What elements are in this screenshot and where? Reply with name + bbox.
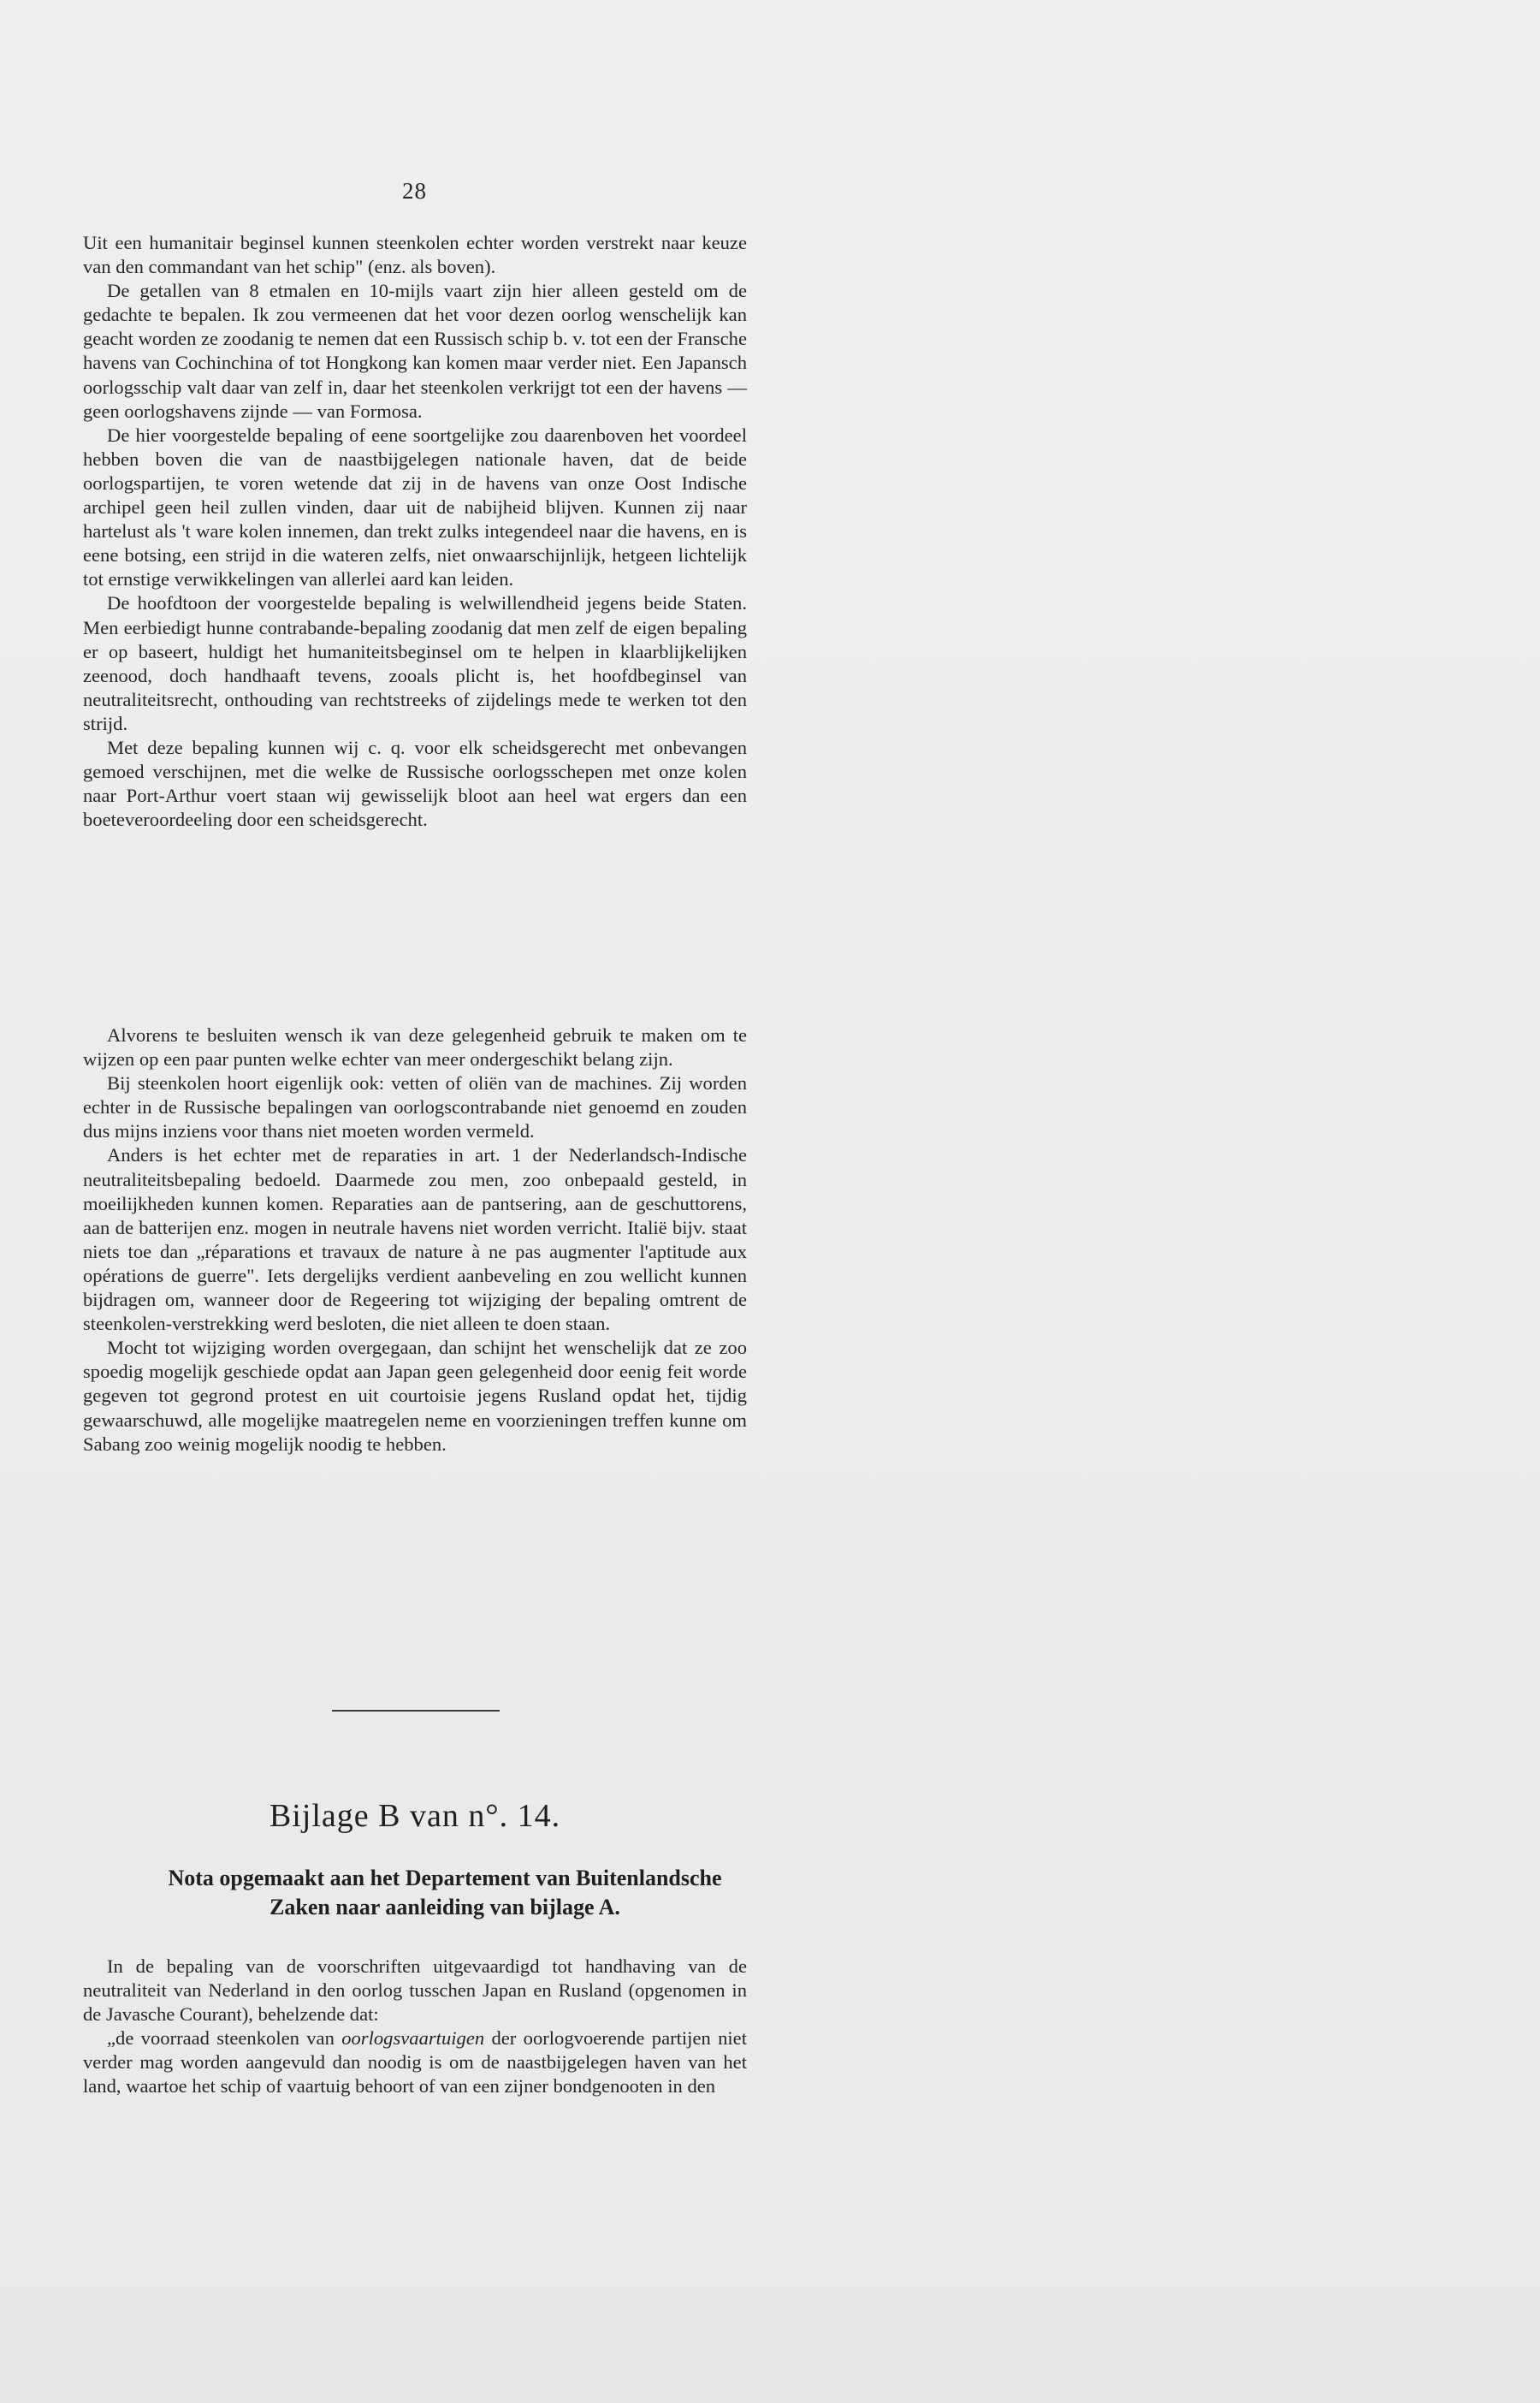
quote-emphasis: oorlogsvaartuigen bbox=[341, 2027, 485, 2050]
quoted-regulation bbox=[83, 2026, 747, 2098]
paragraph: Uit een humanitair beginsel kunnen steenkolen echter worden verstrekt naar keuze van den commandant van het schip" (enz. als boven). bbox=[83, 232, 747, 278]
paragraph: In de bepaling van de voorschriften uitgevaardigd tot handhaving van de neutraliteit van Nederland in den oorlog tusschen Japan en Rusland (opgenomen in de Javasche Courant), behelzende dat: bbox=[83, 1955, 747, 2026]
paragraph: Bij steenkolen hoort eigenlijk ook: vetten of oliën van de machines. Zij worden echter in de Russische bepalingen van oorlogscontrabande niet genoemd en zouden dus mijns inziens voor thans niet moeten worden vermeld. bbox=[83, 1072, 747, 1142]
section-divider bbox=[332, 1710, 500, 1712]
quote-end: der oorlogvoerende partijen niet verder mag worden aangevuld dan noodig is om de naastbijgelegen haven van het land, waartoe het schip of vaartuig behoort of van een zijner bondgenooten in den bbox=[83, 2027, 747, 2097]
paragraph: De hoofdtoon der voorgestelde bepaling is welwillendheid jegens beide Staten. Men eerbiedigt hunne contrabande-bepaling zoodanig dat men zelf de eigen bepaling er op baseert, huldigt het humaniteitsbeginsel om te helpen in klaarblijkelijken zeenood, doch handhaaft tevens, zooals plicht is, het hoofdbeginsel van neutraliteitsrecht, onthouding van rechtstreeks of zijdelings mede te werken tot den strijd. bbox=[83, 592, 747, 734]
appendix-text bbox=[83, 1955, 747, 2099]
note-heading: Nota opgemaakt aan het Departement van Buitenlandsche Zaken naar aanleiding van bijlage A. bbox=[168, 1866, 722, 1919]
paragraph: De getallen van 8 etmalen en 10-mijls vaart zijn hier alleen gesteld om de gedachte te bepalen. Ik zou vermeenen dat het voor dezen oorlog wenschelijk kan geacht worden ze zoodanig te nemen dat een Russisch schip b. v. tot een der Fransche havens van Cochinchina of tot Hongkong kan komen maar verder niet. Een Japansch oorlogsschip valt daar van zelf in, daar het steenkolen verkrijgt tot een der havens — geen oorlogshavens zijnde — van Formosa. bbox=[83, 280, 747, 422]
paragraph: Met deze bepaling kunnen wij c. q. voor elk scheidsgerecht met onbevangen gemoed verschijnen, met die welke de Russische oorlogsschepen met onze kolen naar Port-Arthur voert staan wij gewisselijk bloot aan heel wat ergers dan een boeteveroordeeling door een scheidsgerecht. bbox=[83, 736, 747, 831]
page-number: 28 bbox=[402, 178, 427, 204]
paragraph: Mocht tot wijziging worden overgegaan, dan schijnt het wenschelijk dat ze zoo spoedig mogelijk geschiede opdat aan Japan geen gelegenheid door eenig feit worde gegeven tot gegrond protest en uit courtoisie jegens Rusland opdat het, tijdig gewaarschuwd, alle mogelijke maatregelen neme en voorzieningen treffen kunne om Sabang zoo weinig mogelijk noodig te hebben. bbox=[83, 1337, 747, 1455]
paragraph: De hier voorgestelde bepaling of eene soortgelijke zou daarenboven het voordeel hebben boven die van de naastbijgelegen nationale haven, dat de beide oorlogspartijen, te voren wetende dat zij in de havens van onze Oost Indische archipel geen heil zullen vinden, daar uit de nabijheid blijven. Kunnen zij naar hartelust als 't ware kolen innemen, dan trekt zulks integendeel naar die havens, en is eene botsing, een strijd in die wateren zelfs, niet onwaarschijnlijk, hetgeen lichtelijk tot ernstige verwikkelingen van allerlei aard kan leiden. bbox=[83, 424, 747, 590]
quote-start: „de voorraad steenkolen van bbox=[107, 2027, 335, 2050]
paragraph: Anders is het echter met de reparaties in art. 1 der Nederlandsch-Indische neutraliteitsbepaling bedoeld. Daarmede zou men, zoo onbepaald gesteld, in moeilijkheden kunnen komen. Reparaties aan de pantsering, aan de geschuttorens, aan de batterijen enz. mogen in neutrale havens niet worden verricht. Italië bijv. staat niets toe dan „réparations et travaux de nature à ne pas augmenter l'aptitude aux opérations de guerre". Iets dergelijks verdient aanbeveling en zou wellicht kunnen bijdragen om, wanneer door de Regeering tot wijziging der bepaling omtrent de steenkolen-verstrekking werd besloten, die niet alleen te doen staan. bbox=[83, 1144, 747, 1335]
section-1-text bbox=[83, 231, 747, 832]
section-2-text bbox=[83, 1024, 747, 1457]
paragraph: Alvorens te besluiten wensch ik van deze gelegenheid gebruik te maken om te wijzen op een paar punten welke echter van meer ondergeschikt belang zijn. bbox=[83, 1024, 747, 1071]
appendix-title: Bijlage B van n°. 14. bbox=[269, 1798, 561, 1834]
